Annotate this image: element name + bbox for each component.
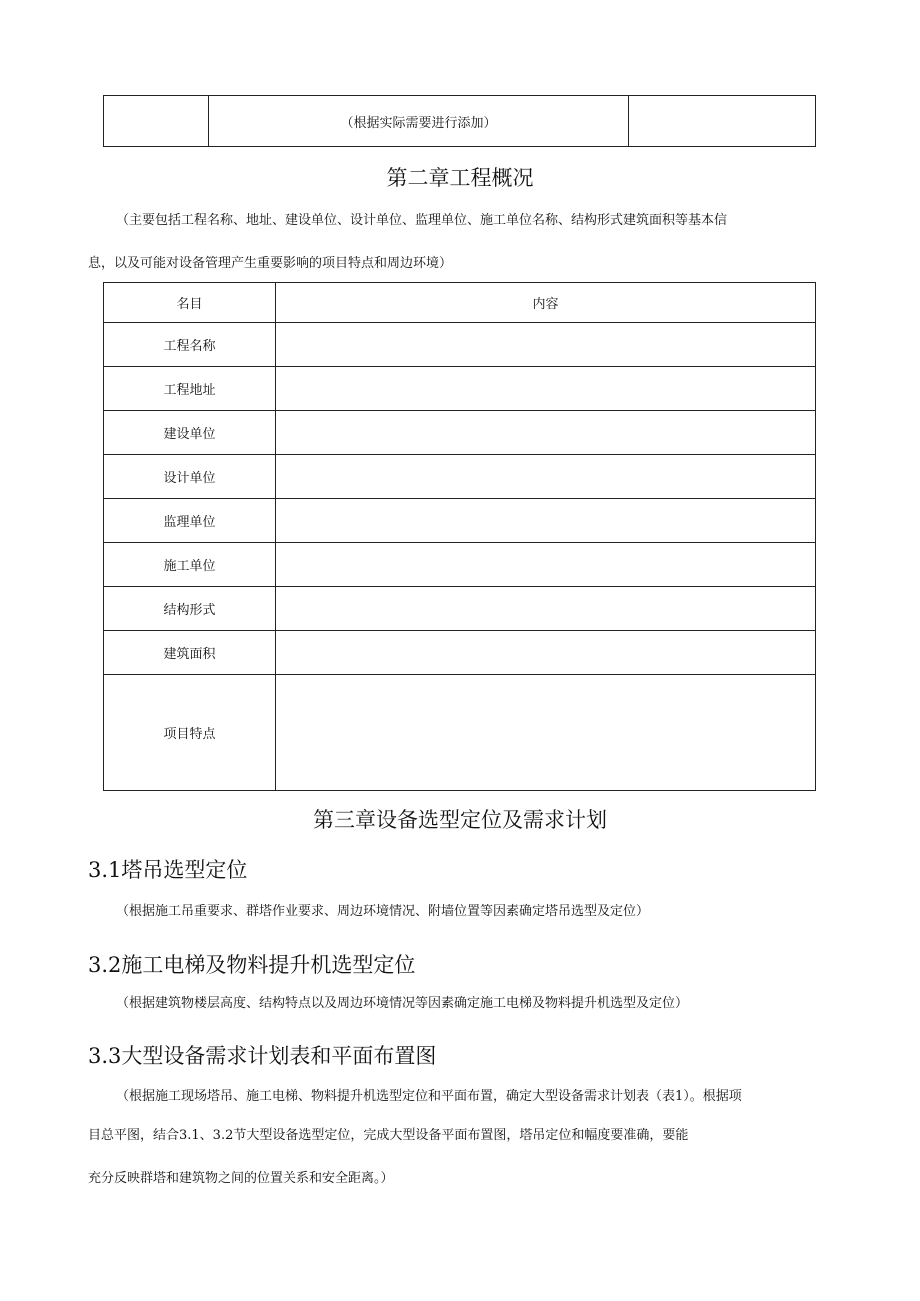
chapter3-title: 第三章设备选型定位及需求计划 [313,808,607,832]
chapter2-note-line2: 息，以及可能对设备管理产生重要影响的项目特点和周边环境） [88,256,453,271]
row-value [276,675,816,791]
top-cell-right [629,96,816,147]
row-label: 项目特点 [104,675,276,791]
table-row [104,587,816,631]
section-3-3-title: 3.3大型设备需求计划表和平面布置图 [88,1044,437,1068]
table-header-row [104,283,816,323]
top-table [103,95,816,147]
section-3-1-note: （根据施工吊重要求、群塔作业要求、周边环境情况、附墙位置等因素确定塔吊选型及定位） [116,904,650,919]
project-info-table [103,282,816,791]
section-3-1-title: 3.1塔吊选型定位 [88,858,248,882]
row-label: 监理单位 [104,499,276,543]
top-cell-left [104,96,209,147]
table-row [104,96,816,147]
row-label: 工程地址 [104,367,276,411]
row-label: 结构形式 [104,587,276,631]
row-label: 建筑面积 [104,631,276,675]
header-item: 名目 [104,283,276,323]
top-cell-middle: （根据实际需要进行添加） [209,96,629,147]
table-row [104,543,816,587]
table-row [104,455,816,499]
section-3-3-line2: 目总平图，结合3.1、3.2节大型设备选型定位，完成大型设备平面布置图，塔吊定位和幅度要准确，要能 [88,1128,689,1143]
row-value [276,543,816,587]
header-content: 内容 [276,283,816,323]
table-row [104,323,816,367]
table-row [104,411,816,455]
row-value [276,587,816,631]
chapter2-note-line1: （主要包括工程名称、地址、建设单位、设计单位、监理单位、施工单位名称、结构形式建筑面积等基本信 [116,213,728,228]
chapter2-title: 第二章工程概况 [386,166,534,190]
section-3-2-title: 3.2施工电梯及物料提升机选型定位 [88,953,416,977]
row-value [276,367,816,411]
row-value [276,455,816,499]
row-label: 建设单位 [104,411,276,455]
row-label: 设计单位 [104,455,276,499]
section-3-3-line3: 充分反映群塔和建筑物之间的位置关系和安全距离。） [88,1171,394,1186]
section-3-3-line1: （根据施工现场塔吊、施工电梯、物料提升机选型定位和平面布置，确定大型设备需求计划表（表1）。根据项 [116,1089,742,1104]
table-row [104,675,816,791]
row-value [276,499,816,543]
row-label: 施工单位 [104,543,276,587]
table-row [104,499,816,543]
row-label: 工程名称 [104,323,276,367]
row-value [276,411,816,455]
table-row [104,367,816,411]
table-row [104,631,816,675]
row-value [276,323,816,367]
row-value [276,631,816,675]
section-3-2-note: （根据建筑物楼层高度、结构特点以及周边环境情况等因素确定施工电梯及物料提升机选型及定位） [116,996,689,1011]
